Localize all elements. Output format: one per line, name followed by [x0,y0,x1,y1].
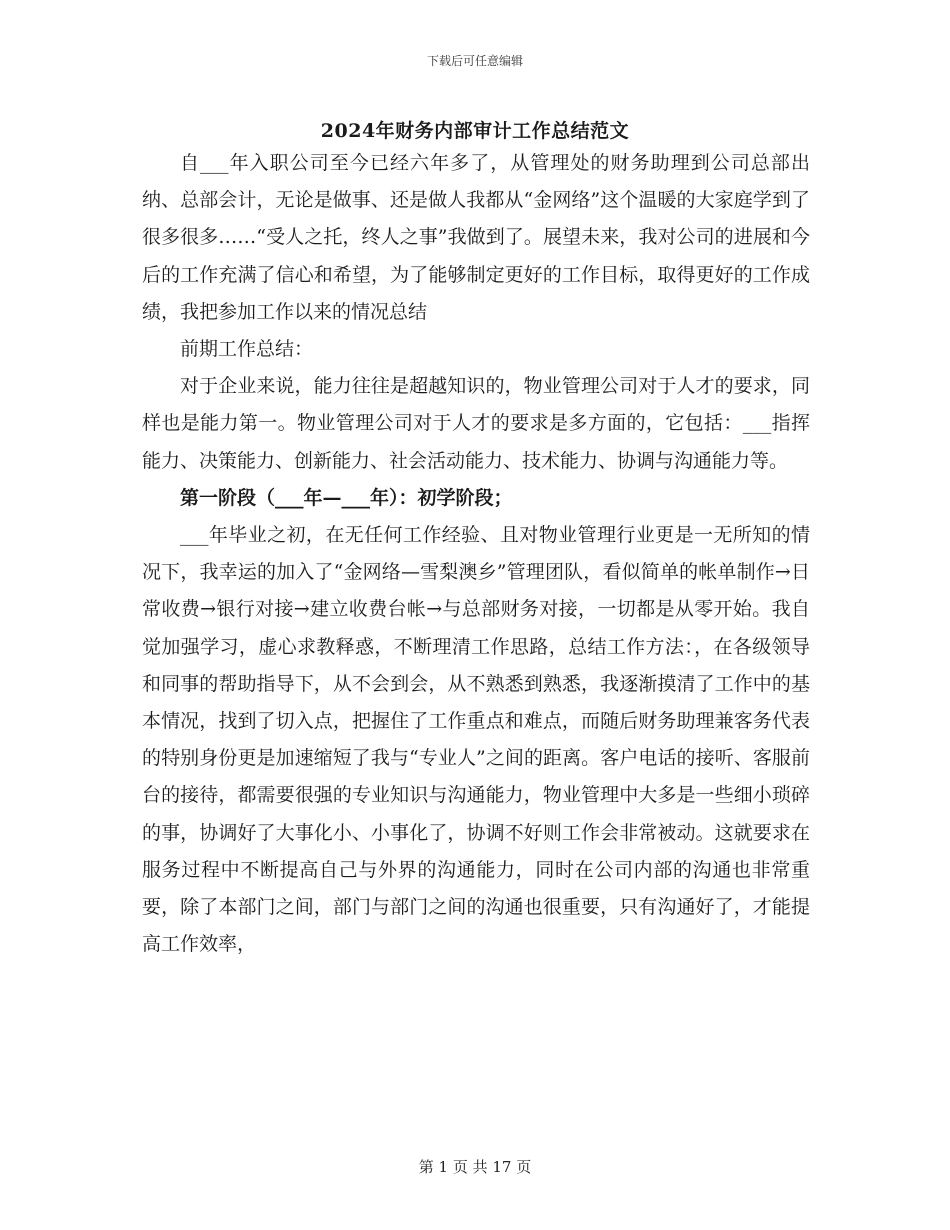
paragraph-stage-heading: 第一阶段（___年—___年）：初学阶段； [180,486,513,509]
page-number: 第 1 页 共 17 页 [418,1158,532,1176]
paragraph-intro: 自___年入职公司至今已经六年多了，从管理处的财务助理到公司总部出纳、总部会计，无论是做事、还是做人我都从“金网络”这个温暖的大家庭学到了很多很多……“受人之托，终人之事”我做到了。展望未来，我对公司的进展和今后的工作充满了信心和希望，为了能够制定更好的工作目标，取得更好的工作成绩，我把参加工作以来的情况总结 [142,152,810,323]
paragraph-ability: 对于企业来说，能力往往是超越知识的，物业管理公司对于人才的要求，同样也是能力第一。物业管理公司对于人才的要求是多方面的，它包括：___指挥能力、决策能力、创新能力、社会活动能力、技术能力、协调与沟通能力等。 [142,375,810,472]
paragraph-section-heading: 前期工作总结： [180,338,314,361]
header-note: 下载后可任意编辑 [426,54,523,68]
document-body [142,145,810,963]
paragraph-stage-content: ___年毕业之初，在无任何工作经验、且对物业管理行业更是一无所知的情况下，我幸运的加入了“金网络—雪梨澳乡”管理团队，看似简单的帐单制作→日常收费→银行对接→建立收费台帐→与总部财务对接，一切都是从零开始。我自觉加强学习，虚心求教释惑，不断理清工作思路，总结工作方法：，在各级领导和同事的帮助指导下，从不会到会，从不熟悉到熟悉，我逐渐摸清了工作中的基本情况，找到了切入点，把握住了工作重点和难点，而随后财务助理兼客务代表的特别身份更是加速缩短了我与“专业人”之间的距离。客户电话的接听、客服前台的接待，都需要很强的专业知识与沟通能力，物业管理中大多是一些细小琐碎的事，协调好了大事化小、小事化了，协调不好则工作会非常被动。这就要求在服务过程中不断提高自己与外界的沟通能力，同时在公司内部的沟通也非常重要，除了本部门之间，部门与部门之间的沟通也很重要，只有沟通好了，才能提高工作效率， [142,524,810,956]
document-title: 2024年财务内部审计工作总结范文 [320,120,630,142]
